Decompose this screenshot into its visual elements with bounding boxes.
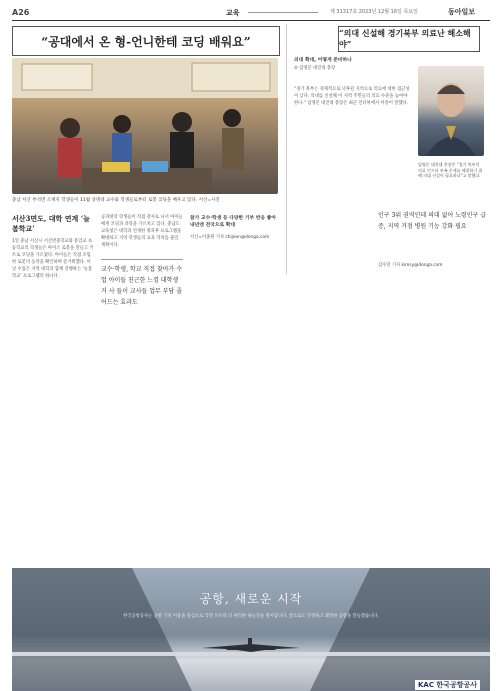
- op-heading-group: [294, 56, 414, 72]
- body-col1: 1일 충남 서산시 서산면중학교와 용암교 초등학교의 학생들은 아이스 로봇을 만들고 키트로 코딩을 가르쳤다. 아이들은 직접 조립한 로봇의 동작을 확인하며 즐거워했다. 이날 수업은 지역 대학과 함께 진행하는 ‘늘봄학교’ 프로그램의 하나다.: [12, 239, 94, 280]
- page-number: A26: [12, 8, 30, 17]
- section-label: 교육: [226, 9, 240, 17]
- photo-caption: 충남 서산 부석면 소재지 학생들이 11월 상명대 교수와 학생들로부터 로봇 코딩을 배우고 있다. 서산=사진: [12, 198, 220, 203]
- page-header: [12, 8, 490, 20]
- author-portrait: [418, 66, 484, 156]
- author-photo: [418, 66, 484, 156]
- body-col2: 공과대학 학생들이 직접 강사로 나서 아이들에게 코딩과 과학을 가르치고 있다. 충남도교육청은 대학과 연계한 방과후 프로그램을 확대하고 지역 학생들의 교육 격차를 줄일 계획이다.: [101, 215, 183, 249]
- classroom-photo-illustration: [12, 58, 278, 194]
- column-divider: [286, 24, 287, 274]
- lead-head: 서산3면도, 대학 연계 ‘늘봄학교’: [12, 214, 90, 233]
- article-column-3: [190, 214, 278, 240]
- ad-subtitle: 한국공항공사는 공항 가치 이용을 중심으로 국민 모두의 더 편리한 하늘길을 열어갑니다. 앞으로도 안전하고 쾌적한 공항을 만들겠습니다.: [123, 614, 379, 619]
- airport-scene: [12, 568, 490, 691]
- ad-title: 공항, 새로운 시작: [199, 592, 303, 606]
- issue-info: 제 31317호 2023년 12월 16일 목요일: [330, 9, 418, 15]
- article-pullquote: 교수·학생, 학교 직접 찾아가 수업 아이들 친근한 느낌 대학생 거 사 들이 교사들 업무 부담 줄어드는 효과도: [101, 259, 183, 308]
- header-rule: [12, 20, 490, 21]
- op-body-left: [294, 86, 412, 107]
- author-email: 서산=이종원 기자 chijeon@donga.com: [190, 235, 270, 240]
- op-photo-caption: 임영문 대진대 총장은 “경기 북부의 의료 인프라 부족 문제를 해결하기 위해 의대 신설이 필요하다”고 말했다.: [418, 162, 483, 178]
- section-divider: [248, 12, 318, 13]
- body-col3: 참가 교수·학생 등 다양한 기부 반응 좋아 내년엔 전국으로 확대: [190, 216, 276, 228]
- op-author: ② 임영문 대진대 총장: [294, 66, 336, 71]
- newspaper-brand: 동아일보: [448, 8, 476, 16]
- classroom-photo: [12, 58, 278, 194]
- op-body: “경기 북부는 경제적으로 낙후된 지역으로 의료에 대한 접근성이 낮다. 의대를 신설해 이 지역 주민들의 의료 수준을 높여야 한다.” 임영문 대진대 총장은 최근 인터뷰에서 이같이 말했다.: [294, 87, 410, 107]
- airport-advertisement: [12, 568, 490, 691]
- op-pullquote-box: [378, 210, 490, 268]
- op-subtitle: 의대 확대, 어떻게 준비하나: [294, 58, 352, 63]
- main-headline: “공대에서 온 형-언니한테 코딩 배워요”: [12, 26, 280, 56]
- ad-brand-logo: KAC 한국공항공사: [415, 680, 480, 690]
- article-column-2: [101, 214, 183, 308]
- op-photo-caption-box: [418, 162, 484, 179]
- op-email: 김수연 기자 kimsy@donga.com: [378, 263, 443, 268]
- op-pullquote: 인구 3위 권역인데 의대 없어 노령인구 급증, 지역 거점 병원 기능 강화 필요: [378, 212, 486, 230]
- op-headline: “의대 신설해 경기북부 의료난 해소해야”: [338, 26, 480, 52]
- article-column-1: [12, 214, 94, 281]
